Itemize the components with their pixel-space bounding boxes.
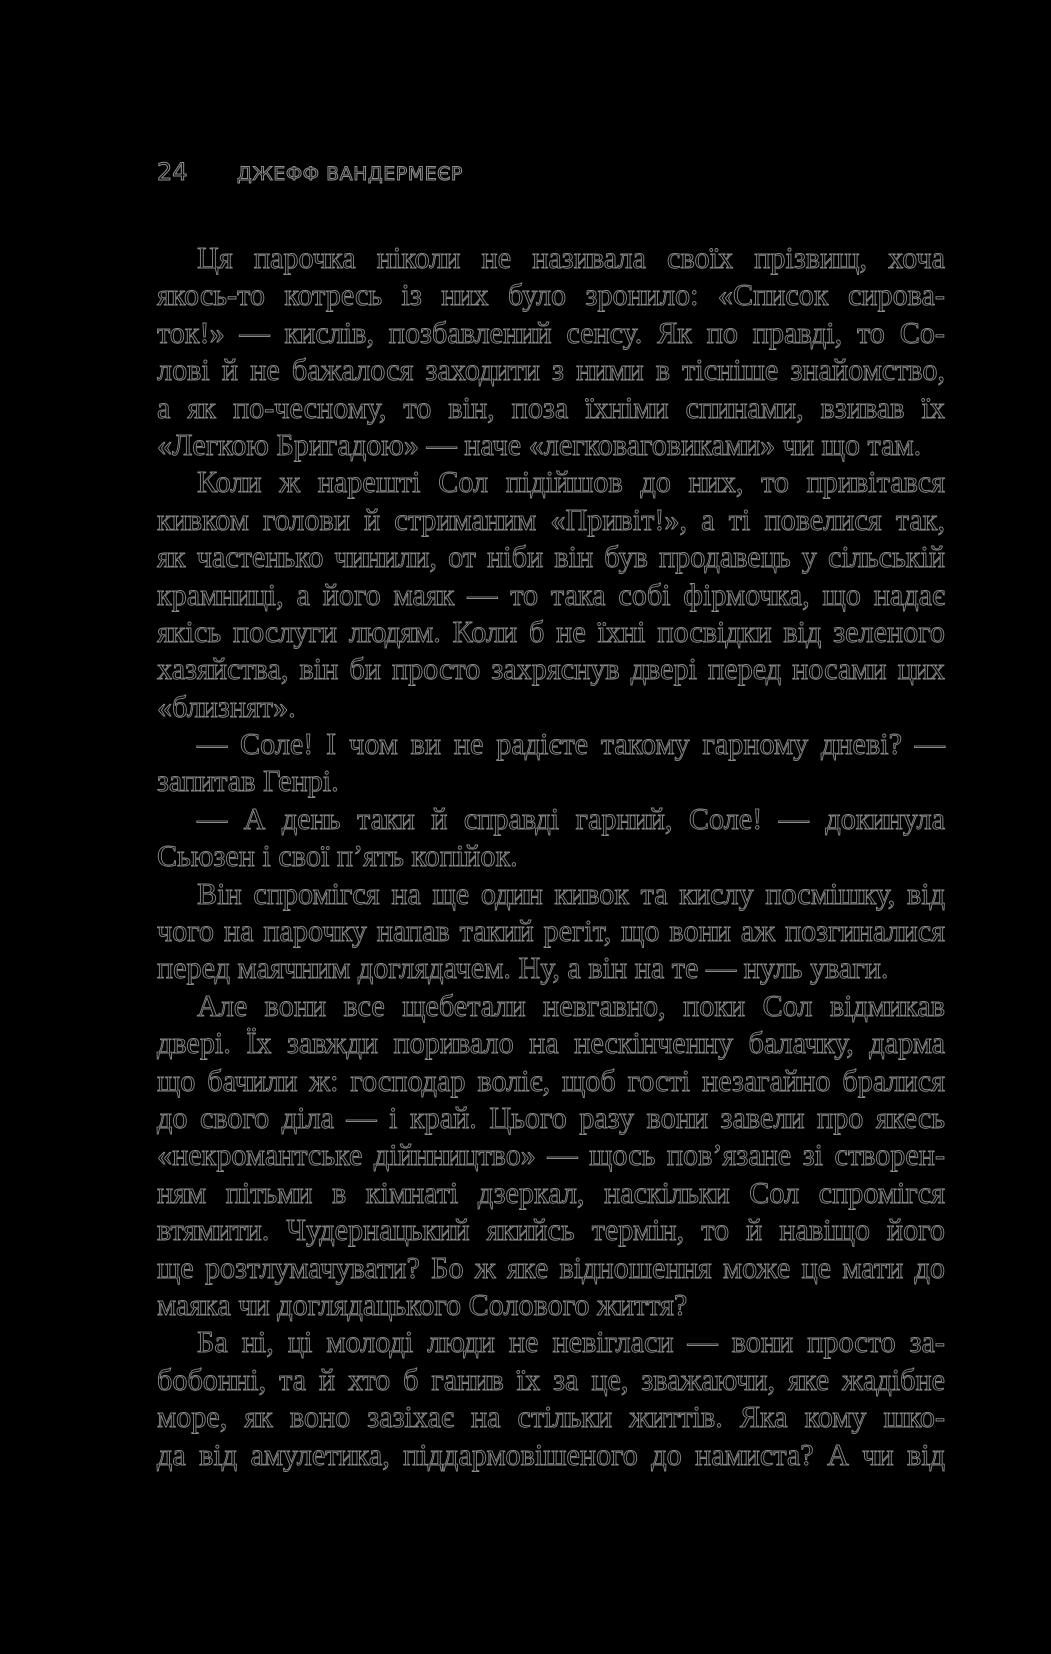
running-head xyxy=(157,158,463,188)
text-line: а як по-чесному, то він, поза їхніми спинами, взивав їх xyxy=(157,390,945,425)
text-line: Коли ж нарешті Сол підійшов до них, то привітався xyxy=(197,465,945,500)
text-line: до свого діла — і край. Цього разу вони завели про якесь xyxy=(157,1100,945,1135)
text-line: Але вони все щебетали невгавно, поки Сол відмикав xyxy=(197,988,945,1023)
text-line: хазяйства, він би просто захряснув двері перед носами цих xyxy=(157,652,945,687)
page-number: 24 xyxy=(157,158,188,186)
text-line: маяка чи доглядацького Солового життя? xyxy=(157,1287,688,1322)
text-line: двері. Їх завжди поривало на нескінченну балачку, дарма xyxy=(157,1026,945,1061)
text-line: чого на парочку напав такий регіт, що вони аж позгиналися xyxy=(157,914,945,949)
text-line: ток!» — кислів, позбавлений сенсу. Як по правді, то Со- xyxy=(157,315,945,350)
text-line: — Соле! І чом ви не радієте такому гарному дневі? — xyxy=(197,727,945,762)
text-line: Ба ні, ці молоді люди не невігласи — вони просто за- xyxy=(197,1325,945,1360)
text-line: Ця парочка ніколи не називала своїх прізвищ, хоча xyxy=(197,241,945,275)
text-line: Сьюзен і свої п’ять копійок. xyxy=(157,839,518,874)
text-line: «близнят». xyxy=(157,689,296,724)
text-line: ще розтлумачувати? Бо ж яке відношення може це мати до xyxy=(157,1250,945,1285)
text-line: лові й не бажалося заходити з ними в тісніше знайомство, xyxy=(157,353,945,388)
text-line: що бачили ж: господар воліє, щоб гості незагайно бралися xyxy=(157,1063,945,1098)
text-line: кивком голови й стриманим «Привіт!», а ті повелися так, xyxy=(157,502,945,537)
text-line: перед маячним доглядачем. Ну, а він на те — нуль уваги. xyxy=(157,951,889,986)
text-line: да від амулетика, піддармовішеного до намиста? А чи від xyxy=(157,1437,945,1472)
text-line: — А день таки й справді гарний, Соле! — докинула xyxy=(197,801,945,836)
text-line: запитав Генрі. xyxy=(157,764,339,799)
text-line: як частенько чинили, от ніби він був продавець у сільській xyxy=(157,540,945,575)
text-line: Він спромігся на ще один кивок та кислу посмішку, від xyxy=(197,876,945,911)
text-line: якось-то котресь із них було зронило: «Список сирова- xyxy=(157,278,945,313)
text-line: «Легкою Бригадою» — наче «легковаговиками» чи що там. xyxy=(157,427,922,462)
author-name: ДЖЕФФ ВАНДЕРМЕЄР xyxy=(237,163,463,185)
text-line: море, як воно зазіхає на стільки життів. Яка кому шко- xyxy=(157,1400,945,1435)
text-line: ням пітьми в кімнаті дзеркал, наскільки Сол спромігся xyxy=(157,1175,945,1210)
text-line: бобонні, та й хто б ганив їх за це, зважаючи, яке жадібне xyxy=(157,1362,945,1397)
text-line: «некромантське дійнництво» — щось пов’язане зі створен- xyxy=(157,1138,945,1173)
text-line: якісь послуги людям. Коли б не їхні посвідки від зеленого xyxy=(157,614,945,649)
text-line: крамниці, а його маяк — то така собі фірмочка, що надає xyxy=(157,577,945,612)
text-line: втямити. Чудернацький якийсь термін, то й навіщо його xyxy=(157,1213,945,1248)
body-text xyxy=(157,240,945,1474)
